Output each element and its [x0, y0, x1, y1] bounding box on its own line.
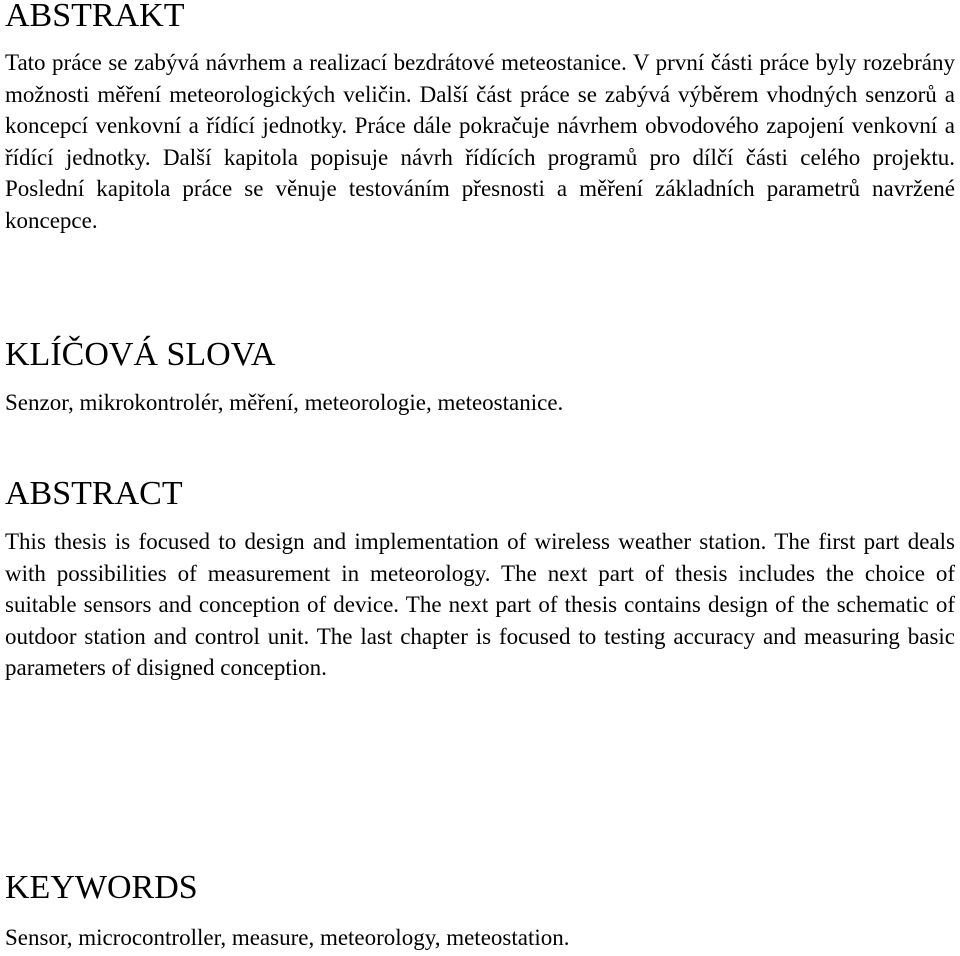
abstract-paragraph: This thesis is focused to design and implementation of wireless weather station. The first part deals with possibilities of measurement in meteorology. The next part of thesis includes the choice of suitable sensors and conception of device. The next part of thesis contains design of the schematic of outdoor station and control unit. The last chapter is focused to testing accuracy and measuring basic parameters of disigned conception. — [5, 529, 955, 681]
abstrakt-paragraph: Tato práce se zabývá návrhem a realizací bezdrátové meteostanice. V první části práce byly rozebrány možnosti měření meteorologických veličin. Další část práce se zabývá výběrem vhodných senzorů a koncepcí venkovní a řídící jednotky. Práce dále pokračuje návrhem obvodového zapojení venkovní a řídící jednotky. Další kapitola popisuje návrh řídících programů pro dílčí části celého projektu. Poslední kapitola práce se věnuje testováním přesnosti a měření základních parametrů navržené koncepce. — [5, 50, 955, 233]
heading-klicova-slova: KLÍČOVÁ SLOVA — [5, 336, 276, 373]
heading-abstrakt: ABSTRAKT — [5, 0, 185, 34]
heading-abstract: ABSTRACT — [5, 475, 183, 512]
keywords-paragraph: Sensor, microcontroller, measure, meteorology, meteostation. — [5, 925, 570, 950]
heading-keywords: KEYWORDS — [5, 869, 198, 906]
klicova-slova-paragraph: Senzor, mikrokontrolér, měření, meteorologie, meteostanice. — [5, 390, 564, 415]
